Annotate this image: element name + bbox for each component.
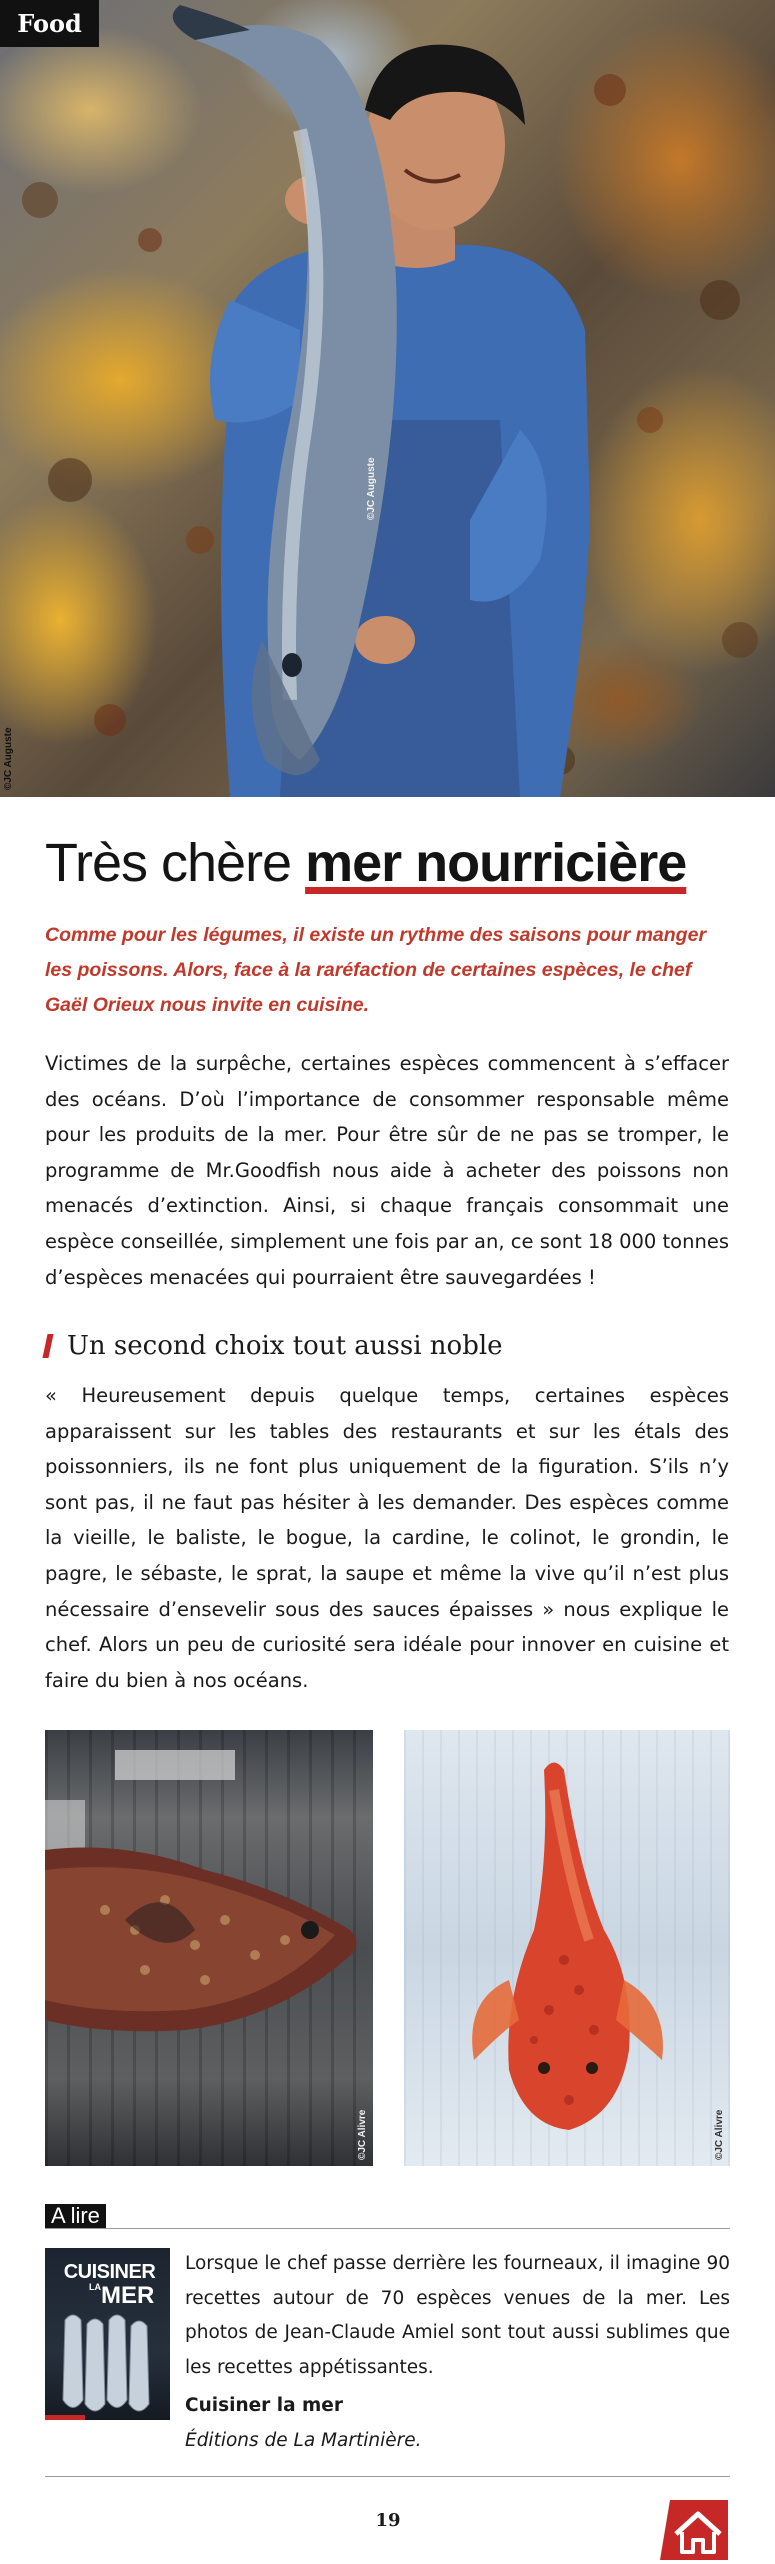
article-paragraph: Victimes de la surpêche, certaines espèces commencent à s’effacer des océans. D’où l’importance de consommer responsable même pour les produits de la mer. Pour être sûr de ne pas se tromper, le programme de Mr.Goodfish nous aide à acheter des poissons non menacés d’extinction. Ainsi, si chaque français consommait une espèce conseillée, simplement une fois par an, ce sont 18 000 tonnes d’espèces menacées qui pourraient être sauvegardées ! (45, 1052, 729, 1289)
article-paragraph: « Heureusement depuis quelque temps, certaines espèces apparaissent sur les tables des restaurants et sur les étals des poissonniers, ils ne font plus uniquement de la figuration. S’ils n’y sont pas, il ne faut pas hésiter à les demander. Des espèces comme la vieille, le baliste, le bogue, la cardine, le colinot, le grondin, le pagre, le sébaste, le sprat, la saupe et même la vive qu’il n’est plus nécessaire d’ensevelir sous des sauces épaisses » nous explique le chef. Alors un peu de curiosité sera idéale pour innover en cuisine et faire du bien à nos océans. (45, 1384, 729, 1692)
photo-credit: ©JC Auguste (366, 457, 377, 520)
reading-section-bar (45, 2204, 730, 2229)
chef-holding-fish-illustration (0, 0, 775, 797)
sardines-illustration (45, 2310, 170, 2420)
book-cover-accent (45, 2415, 85, 2420)
home-icon (660, 2500, 728, 2560)
hero-photo (0, 0, 775, 797)
title-plain: Très chère (45, 833, 306, 893)
book-cover-title: MER (101, 2282, 155, 2309)
wrasse-illustration (45, 1730, 373, 2166)
subheading-text: Un second choix tout aussi noble (67, 1331, 503, 1361)
article-title (45, 830, 745, 896)
scorpionfish-illustration (404, 1730, 730, 2166)
photo-credit: ©JC Alivre (357, 2109, 368, 2160)
book-cover-title: CUISINER (63, 2261, 156, 2283)
subheading-marker (42, 1334, 53, 1358)
book-description: Lorsque le chef passe derrière les fourneaux, il imagine 90 recettes autour de 70 espèces venues de la mer. Les photos de Jean-Claude Amiel sont tout aussi sublimes que les recettes appétissantes. (185, 2253, 730, 2378)
fish-photo-left (45, 1730, 373, 2166)
book-title: Cuisiner la mer (185, 2395, 343, 2416)
section-tag: Food (0, 0, 99, 47)
book-cover-title: LA (89, 2282, 101, 2292)
book-publisher: Éditions de La Martinière. (185, 2430, 422, 2451)
footer-divider (45, 2476, 730, 2477)
page-number: 19 (375, 2510, 401, 2531)
reading-section-label: A lire (45, 2204, 106, 2228)
photo-credit: ©JC Alivre (714, 2109, 725, 2160)
book-cover[interactable] (45, 2248, 170, 2420)
photo-credit: ©JC Auguste (3, 727, 14, 790)
fish-photo-right (404, 1730, 730, 2166)
article-lead: Comme pour les légumes, il existe un rythme des saisons pour manger les poissons. Alors, face à la raréfaction de certaines espèces, le chef Gaël Orieux nous invite en cuisine. (45, 924, 707, 1016)
home-button[interactable] (660, 2500, 728, 2560)
article-subheading (45, 1331, 503, 1361)
title-emphasis: mer nourricière (305, 833, 687, 893)
